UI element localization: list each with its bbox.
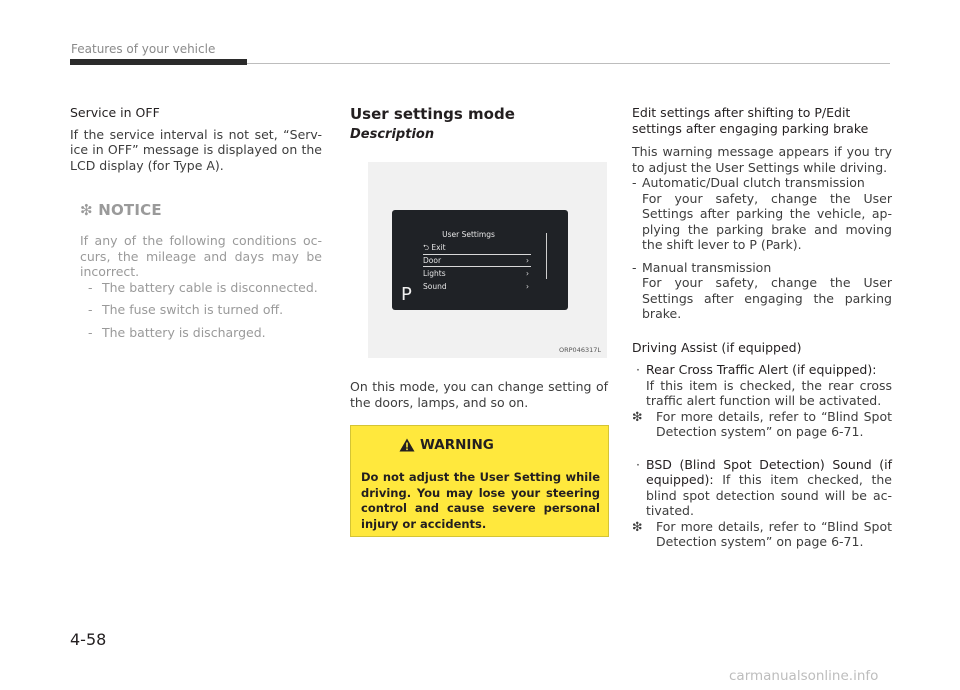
warning-header <box>399 437 494 453</box>
notice-intro: If any of the following conditions oc-curs, the mileage and days may be incorrect. <box>80 233 322 279</box>
lcd-row-door: Door › <box>423 256 529 265</box>
rcta-item: · Rear Cross Traffic Alert (if equipped): If this item is checked, the rear cross traffic alert function will be activated. <box>636 362 892 408</box>
driving-assist-heading: Driving Assist (if equipped) <box>632 339 802 355</box>
edit-settings-body: This warning message appears if you try to adjust the User Settings while driving. <box>632 144 892 175</box>
notice-item: - The fuse switch is turned off. <box>88 302 284 317</box>
notice-label: NOTICE <box>98 201 162 219</box>
transmission-item: - Automatic/Dual clutch transmission For your safety, change the User Settings after parking the vehicle, ap-plying the parking brake and moving the shift lever to P (Park). <box>632 175 892 252</box>
notice-body <box>80 233 322 340</box>
lcd-scrollbar <box>546 233 547 279</box>
return-arrow-icon: ⮌ <box>423 243 430 252</box>
figure-code: ORP046317L <box>559 346 601 354</box>
notice-item: - The battery is discharged. <box>88 324 266 340</box>
mode-description: On this mode, you can change setting of the doors, lamps, and so on. <box>350 379 608 410</box>
transmission-item: - Manual transmission For your safety, change the User Settings after engaging the parking brake. <box>632 259 892 321</box>
chevron-right-icon: › <box>526 269 529 278</box>
notice-item: - The battery cable is disconnected. <box>88 279 318 295</box>
lcd-figure <box>368 162 607 358</box>
lcd-row-exit: ⮌ Exit <box>423 243 446 252</box>
watermark: carmanualsonline.info <box>729 668 879 684</box>
service-body: If the service interval is not set, “Serv-ice in OFF” message is displayed on the LCD display (for Type A). <box>70 126 322 173</box>
reference-note: ❇ For more details, refer to “Blind Spot Detection system” on page 6-71. <box>632 408 892 439</box>
notice-icon: ❇ <box>80 201 93 219</box>
lcd-row-sound: Sound › <box>423 282 529 291</box>
lcd-title: User Settimgs <box>442 230 495 239</box>
reference-note: ❇ For more details, refer to “Blind Spot Detection system” on page 6-71. <box>632 518 892 549</box>
right-column <box>632 105 892 550</box>
notice-title <box>80 201 322 219</box>
warning-triangle-icon <box>399 438 415 452</box>
middle-column <box>350 105 608 142</box>
warning-box <box>350 425 609 537</box>
notice-icon: ❇ <box>632 408 643 424</box>
left-column <box>70 105 322 340</box>
service-heading: Service in OFF <box>70 105 160 120</box>
edit-settings-heading: Edit settings after shifting to P/Edit settings after engaging parking brake <box>632 105 869 136</box>
notice-icon: ❇ <box>632 518 643 534</box>
chevron-right-icon: › <box>526 256 529 265</box>
section-title: User settings mode <box>350 105 515 123</box>
header-rule <box>247 63 890 64</box>
gear-indicator: P <box>401 284 412 305</box>
warning-title: WARNING <box>420 437 494 453</box>
bsd-item: · BSD (Blind Spot Detection) Sound (if equipped): If this item checked, the blind spot detection sound will be ac-tivated. <box>636 456 892 518</box>
lcd-row-lights: Lights › <box>423 269 529 278</box>
notice-list <box>88 280 322 341</box>
section-subtitle: Description <box>350 127 435 142</box>
page-number: 4-58 <box>70 630 107 649</box>
lcd-screen <box>392 210 568 310</box>
running-header: Features of your vehicle <box>71 42 216 56</box>
chevron-right-icon: › <box>526 282 529 291</box>
header-bar <box>70 59 247 65</box>
warning-body: Do not adjust the User Setting while driving. You may lose your steering control and cause severe personal injury or accidents. <box>361 470 600 531</box>
